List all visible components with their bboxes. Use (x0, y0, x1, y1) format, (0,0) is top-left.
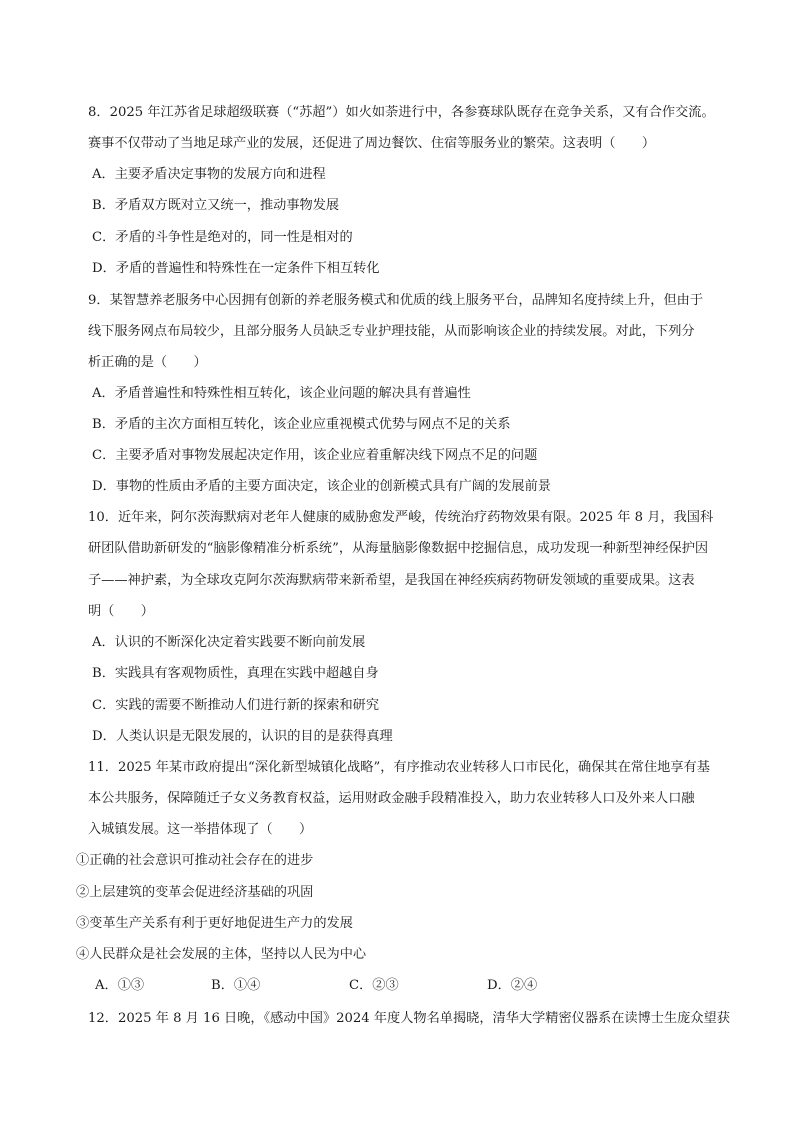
question-11-statement-3: ③变革生产关系有利于更好地促进生产力的发展 (76, 916, 353, 931)
question-10-option-d: D．人类认识是无限发展的，认识的目的是获得真理 (92, 729, 393, 744)
question-11-stem-line-2: 本公共服务，保障随迁子女义务教育权益，运用财政金融手段精准投入，助力农业转移人口及外来人口融 (88, 791, 695, 806)
question-9-option-b: B．矛盾的主次方面相互转化，该企业应重视模式优势与网点不足的关系 (92, 417, 511, 432)
question-10-option-b: B．实践具有客观物质性，真理在实践中超越自身 (92, 666, 379, 681)
question-11-choice-d: D．②④ (487, 978, 538, 993)
question-11-choice-c: C．②③ (349, 978, 399, 993)
question-11-choice-b: B．①④ (211, 978, 261, 993)
question-9-option-a: A．矛盾普遍性和特殊性相互转化，该企业问题的解决具有普遍性 (92, 386, 471, 401)
question-10-stem-line-2: 研团队借助新研发的“脑影像精准分析系统”，从海量脑影像数据中挖掘信息，成功发现一种新型神经保护因 (88, 541, 709, 556)
question-12-stem-line-1: 12．2025 年 8 月 16 日晚，《感动中国》2024 年度人物名单揭晓，清华大学精密仪器系在读博士生庞众望获 (88, 1011, 730, 1026)
question-9-stem-line-1: 9．某智慧养老服务中心因拥有创新的养老服务模式和优质的线上服务平台，品牌知名度持续上升，但由于 (88, 293, 704, 308)
question-11-stem-line-1: 11．2025 年某市政府提出“深化新型城镇化战略”，有序推动农业转移人口市民化，确保其在常住地享有基 (88, 760, 710, 775)
question-9-option-c: C．主要矛盾对事物发展起决定作用，该企业应着重解决线下网点不足的问题 (92, 448, 538, 463)
question-8-stem-line-1: 8．2025 年江苏省足球超级联赛（“苏超”）如火如荼进行中，各参赛球队既存在竞争关系，又有合作交流。 (88, 105, 715, 120)
question-9-option-d: D．事物的性质由矛盾的主要方面决定，该企业的创新模式具有广阔的发展前景 (92, 479, 551, 494)
question-11-statement-2: ②上层建筑的变革会促进经济基础的巩固 (76, 885, 314, 900)
question-10-option-a: A．认识的不断深化决定着实践要不断向前发展 (92, 635, 366, 650)
question-9-stem-line-3: 析正确的是（ ） (88, 355, 207, 370)
question-10-stem-line-3: 子——神护素，为全球攻克阿尔茨海默病带来新希望，是我国在神经疾病药物研发领域的重要成果。这表 (88, 573, 695, 588)
question-8-option-b: B．矛盾双方既对立又统一，推动事物发展 (92, 198, 340, 213)
question-8-stem-line-2: 赛事不仅带动了当地足球产业的发展，还促进了周边餐饮、住宿等服务业的繁荣。这表明（ ） (88, 136, 656, 151)
question-8-option-d: D．矛盾的普遍性和特殊性在一定条件下相互转化 (92, 261, 380, 276)
question-8-option-c: C．矛盾的斗争性是绝对的，同一性是相对的 (92, 230, 353, 245)
question-10-option-c: C．实践的需要不断推动人们进行新的探索和研究 (92, 698, 380, 713)
question-8-option-a: A．主要矛盾决定事物的发展方向和进程 (92, 167, 326, 182)
question-11-choice-a: A．①③ (95, 978, 145, 993)
question-10-stem-line-1: 10．近年来，阿尔茨海默病对老年人健康的威胁愈发严峻，传统治疗药物效果有限。2025 年 8 月，我国科 (88, 510, 714, 525)
question-11-statement-1: ①正确的社会意识可推动社会存在的进步 (76, 853, 314, 868)
question-9-stem-line-2: 线下服务网点布局较少，且部分服务人员缺乏专业护理技能，从而影响该企业的持续发展。对此，下列分 (88, 324, 695, 339)
question-11-stem-line-3: 入城镇发展。这一举措体现了（ ） (88, 822, 313, 837)
question-11-statement-4: ④人民群众是社会发展的主体，坚持以人民为中心 (76, 947, 367, 962)
question-10-stem-line-4: 明（ ） (88, 604, 154, 619)
